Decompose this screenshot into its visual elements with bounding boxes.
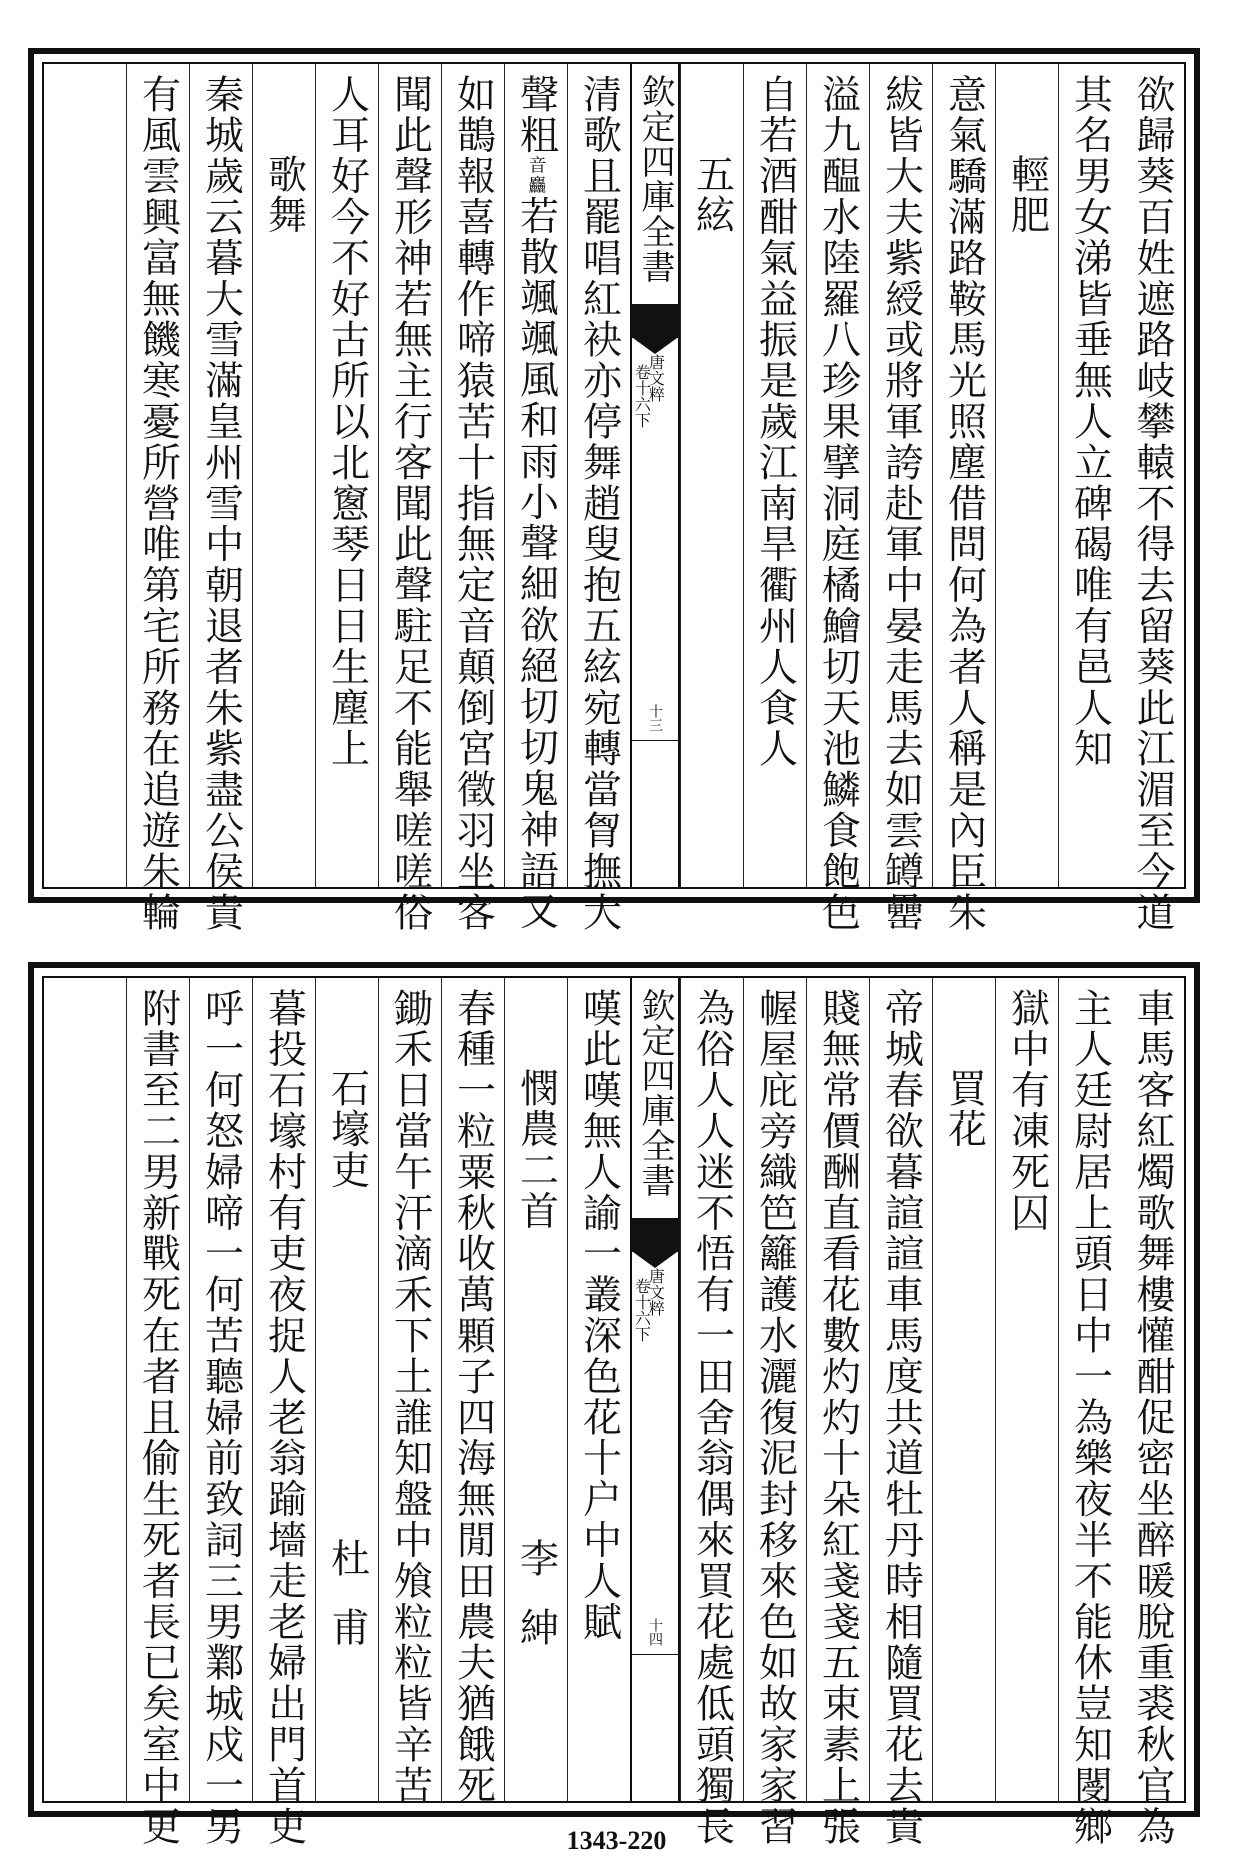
bottom-text-column bbox=[995, 978, 1058, 1801]
bottom-text-column bbox=[869, 978, 932, 1847]
top-text-column bbox=[441, 64, 504, 933]
spine-divider bbox=[632, 740, 678, 741]
column-text: 如鵲報喜轉作啼猿苦十指無定音顛倒宮徵羽坐客 bbox=[450, 74, 496, 933]
column-text: 聞此聲形神若無主行客聞此聲駐足不能舉嗟嗟俗 bbox=[387, 74, 433, 933]
top-text-column bbox=[932, 64, 995, 933]
top-heading-column bbox=[680, 64, 743, 887]
column-text: 自若酒酣氣益振是歲江南旱衢州人食人 bbox=[752, 74, 798, 770]
top-text-column bbox=[806, 64, 869, 933]
column-text: 其名男女涕皆垂無人立碑碣唯有邑人知 bbox=[1067, 74, 1113, 770]
juan-number: 卷十六下 bbox=[632, 364, 652, 428]
column-text: 呼一何怒婦啼一何苦聽婦前致詞三男鄴城戍一男 bbox=[198, 988, 244, 1847]
top-heading-column bbox=[252, 64, 315, 887]
column-text: 有風雲興富無饑寒憂所營唯第宅所務在追遊朱輪 bbox=[135, 74, 181, 933]
top-text-column bbox=[567, 64, 630, 933]
poem-title: 輕肥 bbox=[1004, 154, 1050, 236]
column-text: 為俗人人迷不悟有一田舍翁偶來買花處低頭獨長 bbox=[689, 988, 735, 1847]
bottom-page-spine bbox=[630, 978, 680, 1801]
top-text-column bbox=[869, 64, 932, 933]
column-text: 秦城歲云暮大雪滿皇州雪中朝退者朱紫盡公侯貴 bbox=[198, 74, 244, 933]
spine-divider bbox=[632, 1654, 678, 1655]
bottom-heading-column bbox=[932, 978, 995, 1801]
top-page-spine bbox=[630, 64, 680, 887]
top-text-column bbox=[315, 64, 378, 887]
bottom-text-column bbox=[1121, 978, 1184, 1847]
page-number: 1343-220 bbox=[566, 1826, 667, 1855]
column-text: 附書至二男新戰死在者且偷生死者長已矣室中更 bbox=[135, 988, 181, 1847]
bottom-text-column bbox=[126, 978, 189, 1847]
column-text: 嘆此嘆無人諭一叢深色花十户中人賦 bbox=[576, 988, 622, 1643]
column-text: 溢九醖水陸羅八珍果擘洞庭橘鱠切天池鱗食飽色 bbox=[815, 74, 861, 933]
top-page-inner-border bbox=[42, 62, 1186, 933]
column-text: 賤無常價酬直看花數灼灼十朵紅戔戔五束素上張 bbox=[815, 988, 861, 1847]
fishtail-mark bbox=[632, 1218, 678, 1252]
column-text: 人耳好今不好古所以北窻琴日日生塵上 bbox=[324, 74, 370, 770]
bottom-heading-column bbox=[504, 978, 567, 1801]
column-text: 幄屋庇旁織笆籬護水灑復泥封移來色如故家家習 bbox=[752, 988, 798, 1847]
top-text-column bbox=[504, 64, 567, 932]
column-text: 鋤禾日當午汗滴禾下土誰知盤中飧粒粒皆辛苦 bbox=[387, 988, 433, 1806]
column-text: 帝城春欲暮諠諠車馬度共道牡丹時相隨買花去貴 bbox=[878, 988, 924, 1847]
column-text: 意氣驕滿路鞍馬光照塵借問何為者人稱是內臣朱 bbox=[941, 74, 987, 933]
top-heading-column bbox=[995, 64, 1058, 887]
bottom-text-column bbox=[806, 978, 869, 1847]
folio-number: 十四 bbox=[647, 1618, 663, 1646]
book-title: 欽定四庫全書 bbox=[635, 74, 675, 284]
poem-title: 憫農二首 bbox=[513, 1068, 559, 1232]
folio-number: 十三 bbox=[647, 704, 663, 732]
bottom-text-column bbox=[743, 978, 806, 1847]
bottom-text-column bbox=[441, 978, 504, 1806]
bottom-text-column bbox=[189, 978, 252, 1847]
fishtail-mark bbox=[632, 304, 678, 338]
column-text: 聲粗音麤若散颯颯風和雨小聲細欲絕切切鬼神語又 bbox=[513, 74, 559, 932]
column-text: 車馬客紅燭歌舞樓懽酣促密坐醉暖脫重裘秋官為 bbox=[1130, 988, 1175, 1847]
poem-title: 五絃 bbox=[689, 154, 735, 236]
column-text: 清歌且罷唱紅袂亦停舞趙叟抱五絃宛轉當胷撫大 bbox=[576, 74, 622, 933]
pronunciation-note: 音麤 bbox=[525, 155, 547, 196]
bottom-text-column bbox=[378, 978, 441, 1806]
top-text-column bbox=[126, 64, 189, 933]
column-text: 春種一粒粟秋收萬顆子四海無閒田農夫猶餓死 bbox=[450, 988, 496, 1806]
column-text: 欲歸葵百姓遮路岐攀轅不得去留葵此江湄至今道 bbox=[1130, 74, 1175, 933]
top-text-column bbox=[1058, 64, 1121, 887]
bottom-text-column bbox=[1058, 978, 1121, 1847]
bottom-heading-column bbox=[315, 978, 378, 1801]
bottom-text-column bbox=[680, 978, 743, 1847]
poem-title: 石壕吏 bbox=[324, 1068, 370, 1191]
bottom-text-column bbox=[252, 978, 315, 1847]
column-text: 暮投石壕村有吏夜捉人老翁踰墻走老婦出門首吏 bbox=[261, 988, 307, 1847]
juan-number: 卷十六下 bbox=[632, 1278, 652, 1342]
top-text-column bbox=[378, 64, 441, 933]
poem-title: 歌舞 bbox=[261, 154, 307, 236]
juan-label: 唐文粹 bbox=[646, 1268, 666, 1316]
column-text: 紱皆大夫紫綬或將軍誇赴軍中晏走馬去如雲罇罍 bbox=[878, 74, 924, 933]
top-page-frame bbox=[28, 48, 1200, 933]
top-text-column bbox=[743, 64, 806, 887]
bottom-text-column bbox=[567, 978, 630, 1801]
poem-author: 杜甫 bbox=[324, 1538, 370, 1676]
top-text-column bbox=[189, 64, 252, 933]
column-text: 主人廷尉居上頭日中一為樂夜半不能休豈知閿鄉 bbox=[1067, 988, 1113, 1847]
top-text-column bbox=[1121, 64, 1184, 933]
poem-title: 買花 bbox=[941, 1068, 987, 1150]
juan-label: 唐文粹 bbox=[646, 354, 666, 402]
poem-author: 李紳 bbox=[513, 1538, 559, 1676]
column-text: 獄中有凍死囚 bbox=[1004, 988, 1050, 1234]
book-title: 欽定四庫全書 bbox=[635, 988, 675, 1198]
